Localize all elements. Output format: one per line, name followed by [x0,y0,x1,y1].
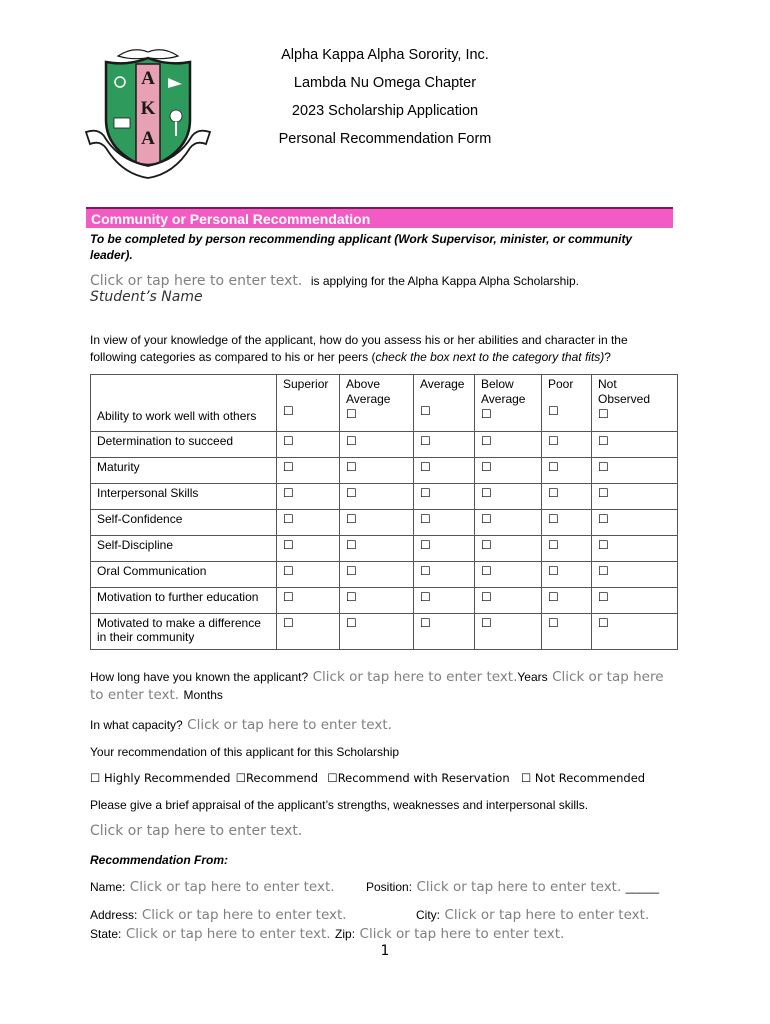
checkbox[interactable]: ☐ [340,458,414,484]
city-input[interactable]: Click or tap here to enter text. [444,907,650,923]
city-label: City: [416,908,440,922]
checkbox[interactable]: ☐ [592,562,678,588]
table-row [91,484,678,510]
checkbox[interactable]: ☐ [340,562,414,588]
table-row-label: Motivated to make a difference in their community [91,614,277,650]
intro-italic: check the box next to the category that fits) [375,350,605,364]
crest-letter-3: A [141,128,155,149]
form-title: Personal Recommendation Form [278,131,492,147]
position-underline: _____ [625,880,660,894]
checkbox[interactable]: ☐ [542,484,592,510]
checkbox[interactable]: ☐ [340,432,414,458]
column-header-superior: Superior [283,377,329,391]
table-row-label: Maturity [91,458,277,484]
checkbox[interactable]: ☐ [414,536,475,562]
ratings-table [90,374,678,650]
checkbox[interactable]: ☐ [414,458,475,484]
checkbox[interactable]: ☐ [277,510,340,536]
checkbox[interactable]: ☐ [542,562,592,588]
state-label: State: [90,927,122,941]
checkbox[interactable]: ☐ [340,484,414,510]
checkbox[interactable]: ☐ [414,588,475,614]
checkbox[interactable]: ☐ [414,432,475,458]
intro-text: In view of your knowledge of the applicant, how do you assess his or her abilities and character in the following categories as compared to his or her peers ( [90,333,628,364]
recommendation-prompt: Your recommendation of this applicant for this Scholarship [90,745,400,759]
checkbox[interactable]: ☐ [598,407,609,421]
checkbox[interactable]: ☐ [475,432,542,458]
column-cell [542,375,592,432]
checkbox[interactable]: ☐ [340,510,414,536]
column-header-not-observed: Not Observed [598,377,651,406]
table-row [91,588,678,614]
zip-label: Zip: [335,927,356,941]
checkbox[interactable]: ☐ [475,484,542,510]
table-row [91,562,678,588]
checkbox[interactable]: ☐ [592,432,678,458]
checkbox[interactable]: ☐ [475,536,542,562]
checkbox[interactable]: ☐ [277,432,340,458]
months-label: Months [183,688,223,702]
checkbox[interactable]: ☐ [277,484,340,510]
checkbox[interactable]: ☐ [592,510,678,536]
chapter-title: Lambda Nu Omega Chapter [293,75,477,91]
row-label-text: Ability to work well with others [97,409,257,423]
column-cell [414,375,475,432]
appraisal-prompt: Please give a brief appraisal of the applicant’s strengths, weaknesses and interpersonal skills. [90,798,589,812]
column-header-poor: Poor [548,377,574,391]
zip-input[interactable]: Click or tap here to enter text. [359,926,565,942]
table-row [91,375,678,432]
checkbox[interactable]: ☐ [542,614,592,650]
table-row [91,432,678,458]
page-number: 1 [380,943,390,959]
aka-crest-logo [78,40,218,180]
checkbox[interactable]: ☐ [277,562,340,588]
assessment-intro [90,332,670,366]
checkbox[interactable]: ☐ [277,458,340,484]
capacity-input[interactable]: Click or tap here to enter text. [187,717,392,733]
option-recommend-with-reservation[interactable]: ☐Recommend with Reservation [327,771,510,785]
section-instructions: To be completed by person recommending applicant (Work Supervisor, minister, or community leader). [90,232,633,262]
known-duration-block [90,668,670,704]
recommendation-options [90,771,645,785]
table-row-label: Interpersonal Skills [91,484,277,510]
checkbox[interactable]: ☐ [277,614,340,650]
checkbox[interactable]: ☐ [475,588,542,614]
appraisal-input[interactable]: Click or tap here to enter text. [90,823,303,839]
table-row [91,510,678,536]
column-header-below-average: Below Average [481,377,526,406]
table-row-label [91,375,277,432]
capacity-question: In what capacity? [90,718,183,732]
checkbox[interactable]: ☐ [542,510,592,536]
checkbox[interactable]: ☐ [340,588,414,614]
checkbox[interactable]: ☐ [592,588,678,614]
name-input[interactable]: Click or tap here to enter text. [129,879,335,895]
table-row [91,614,678,650]
checkbox[interactable]: ☐ [475,510,542,536]
name-label: Name: [90,880,126,894]
recommendation-from-heading: Recommendation From: [90,853,229,867]
table-row-label: Determination to succeed [91,432,277,458]
intro-end: ? [604,350,611,364]
checkbox[interactable]: ☐ [592,458,678,484]
checkbox[interactable]: ☐ [340,614,414,650]
years-label: Years [517,670,548,684]
student-suffix-text: is applying for the Alpha Kappa Alpha Scholarship. [310,274,580,288]
position-input[interactable]: Click or tap here to enter text. [416,879,622,895]
column-cell [340,375,414,432]
column-cell [277,375,340,432]
table-row-label: Motivation to further education [91,588,277,614]
checkbox[interactable]: ☐ [542,588,592,614]
checkbox[interactable]: ☐ [542,432,592,458]
table-row [91,536,678,562]
checkbox[interactable]: ☐ [414,562,475,588]
column-header-above-average: Above Average [346,377,391,406]
column-header-average: Average [420,377,465,391]
option-not-recommended[interactable]: ☐ Not Recommended [520,771,646,785]
checkbox[interactable]: ☐ [414,484,475,510]
application-title: 2023 Scholarship Application [291,103,479,119]
checkbox[interactable]: ☐ [475,458,542,484]
checkbox[interactable]: ☐ [592,536,678,562]
position-label: Position: [366,880,413,894]
section-heading: Community or Personal Recommendation [86,207,673,228]
table-row-label: Self-Confidence [91,510,277,536]
column-cell [592,375,678,432]
checkbox[interactable]: ☐ [277,588,340,614]
crest-letter-2: K [140,98,156,119]
checkbox[interactable]: ☐ [414,510,475,536]
checkbox[interactable]: ☐ [542,536,592,562]
student-name-label: Student’s Name [90,289,203,305]
table-row-label: Oral Communication [91,562,277,588]
checkbox[interactable]: ☐ [475,614,542,650]
student-name-input[interactable]: Click or tap here to enter text. [90,273,303,289]
address-input[interactable]: Click or tap here to enter text. [141,907,347,923]
column-cell [475,375,542,432]
option-recommend[interactable]: ☐Recommend [235,771,319,785]
org-title: Alpha Kappa Alpha Sorority, Inc. [281,47,489,63]
checkbox[interactable]: ☐ [420,404,431,418]
checkbox[interactable]: ☐ [340,536,414,562]
known-question: How long have you known the applicant? [90,670,309,684]
known-years-input[interactable]: Click or tap here to enter text. [312,669,518,685]
crest-letter-1: A [141,68,155,89]
checkbox[interactable]: ☐ [283,404,294,418]
checkbox[interactable]: ☐ [346,407,357,421]
address-label: Address: [90,908,138,922]
checkbox[interactable]: ☐ [592,614,678,650]
option-highly-recommended[interactable]: ☐ Highly Recommended [90,771,231,785]
checkbox[interactable]: ☐ [481,407,492,421]
checkbox[interactable]: ☐ [592,484,678,510]
known-months-input[interactable]: Click or tap here to enter text. [90,669,664,703]
table-row-label: Self-Discipline [91,536,277,562]
checkbox[interactable]: ☐ [277,536,340,562]
checkbox[interactable]: ☐ [475,562,542,588]
state-input[interactable]: Click or tap here to enter text. [125,926,331,942]
checkbox[interactable]: ☐ [542,458,592,484]
table-row [91,458,678,484]
checkbox[interactable]: ☐ [548,404,559,418]
checkbox[interactable]: ☐ [414,614,475,650]
